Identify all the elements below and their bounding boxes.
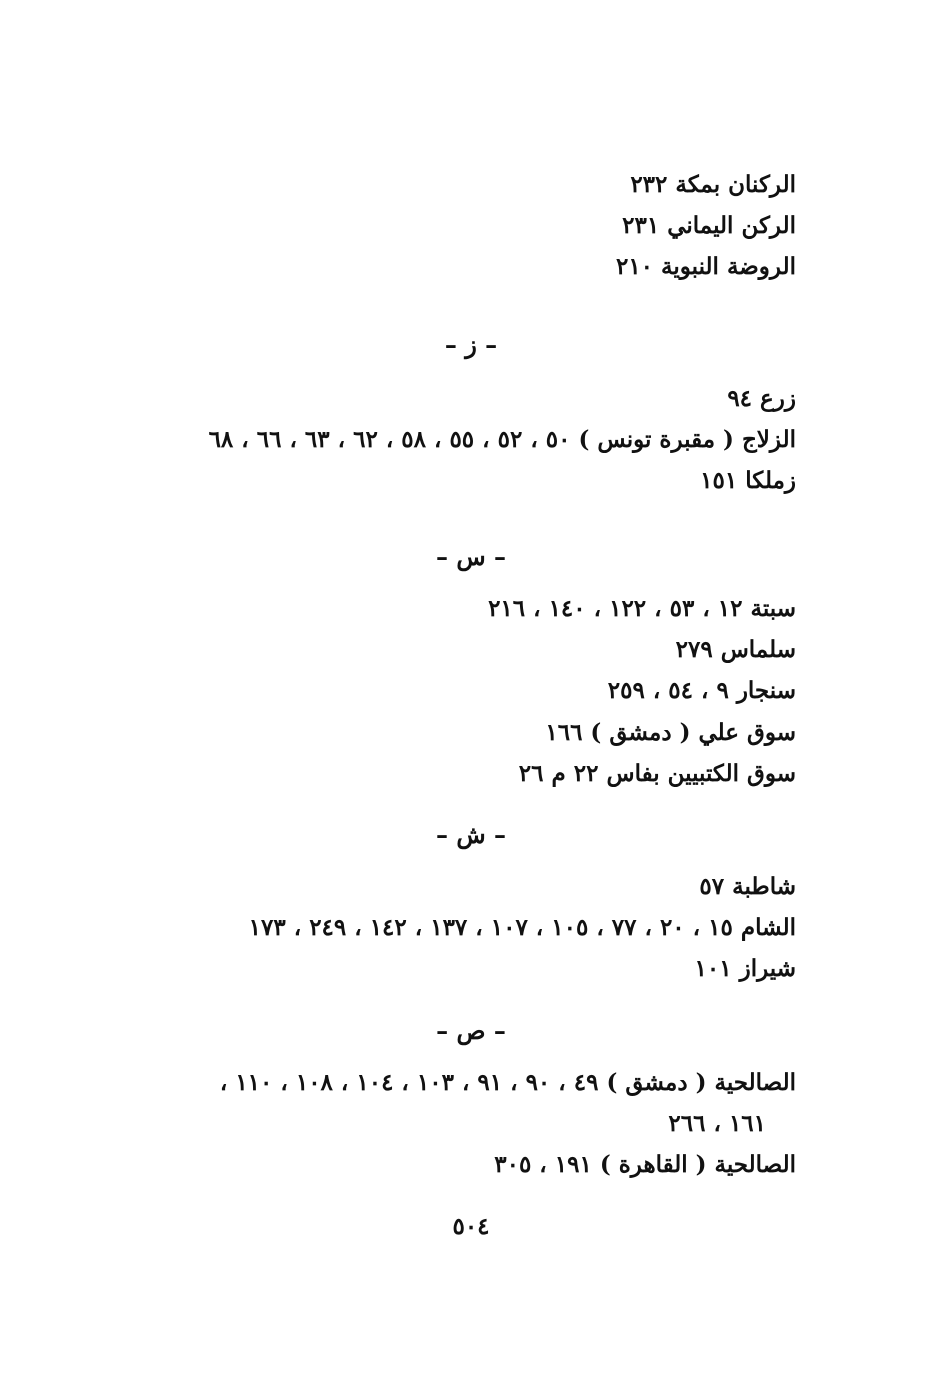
index-entry: سوق الكتبيين بفاس ٢٢ م ٢٦	[518, 760, 796, 787]
index-entry: زملكا ١٥١	[700, 467, 796, 494]
index-entry: زرع ٩٤	[727, 385, 796, 412]
page-number: ٥٠٤	[452, 1213, 490, 1240]
index-entry: الصالحية ( دمشق ) ٤٩ ، ٩٠ ، ٩١ ، ١٠٣ ، ١٠٤ ، ١٠٨ ، ١١٠ ،	[219, 1069, 796, 1096]
index-entry: الركن اليماني ٢٣١	[622, 212, 796, 239]
index-entry: شاطبة ٥٧	[699, 873, 796, 900]
index-entry: الزلاج ( مقبرة تونس ) ٥٠ ، ٥٢ ، ٥٥ ، ٥٨ ، ٦٢ ، ٦٣ ، ٦٦ ، ٦٨	[208, 426, 796, 453]
index-entry: الروضة النبوية ٢١٠	[615, 253, 796, 280]
index-entry: الشام ١٥ ، ٢٠ ، ٧٧ ، ١٠٥ ، ١٠٧ ، ١٣٧ ، ١٤٢ ، ٢٤٩ ، ١٧٣	[248, 914, 796, 941]
section-heading-sad: – ص –	[436, 1016, 506, 1045]
index-entry: سنجار ٩ ، ٥٤ ، ٢٥٩	[607, 677, 796, 704]
index-entry: سبتة ١٢ ، ٥٣ ، ١٢٢ ، ١٤٠ ، ٢١٦	[488, 595, 796, 622]
index-entry: الركنان بمكة ٢٣٢	[630, 171, 796, 198]
section-heading-zay: – ز –	[444, 330, 498, 359]
index-entry: سلماس ٢٧٩	[675, 636, 796, 663]
index-entry: شيراز ١٠١	[694, 955, 796, 982]
index-entry-continuation: ١٦١ ، ٢٦٦	[668, 1110, 766, 1137]
section-heading-sin: – س –	[435, 542, 506, 571]
section-heading-shin: – ش –	[435, 820, 506, 849]
index-entry: الصالحية ( القاهرة ) ١٩١ ، ٣٠٥	[494, 1151, 796, 1178]
index-entry: سوق علي ( دمشق ) ١٦٦	[545, 719, 796, 746]
